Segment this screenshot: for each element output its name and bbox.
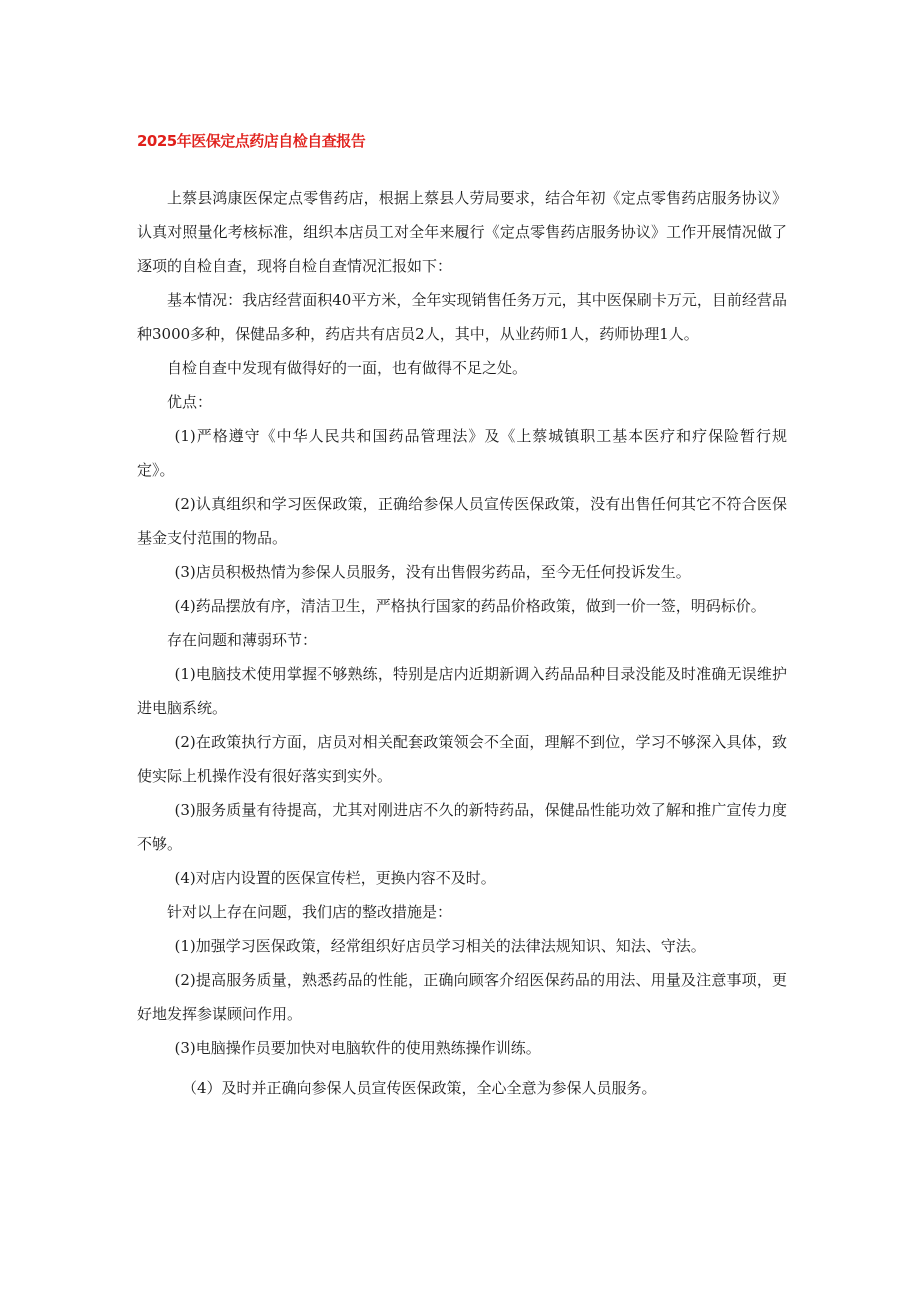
- problem-item-3: (3)服务质量有待提高，尤其对刚进店不久的新特药品，保健品性能功效了解和推广宣传力度不够。: [137, 801, 787, 853]
- document-body: [137, 181, 787, 1105]
- document-title: 2025年医保定点药店自检自查报告: [137, 132, 366, 150]
- problem-item-2: (2)在政策执行方面，店员对相关配套政策领会不全面，理解不到位，学习不够深入具体，致使实际上机操作没有很好落实到实外。: [137, 733, 787, 785]
- strength-item-2: (2)认真组织和学习医保政策，正确给参保人员宣传医保政策，没有出售任何其它不符合医保基金支付范围的物品。: [137, 495, 787, 547]
- measures-heading: 针对以上存在问题，我们店的整改措施是：: [167, 903, 453, 921]
- summary-paragraph: 自检自查中发现有做得好的一面，也有做得不足之处。: [167, 359, 528, 377]
- problems-heading: 存在问题和薄弱环节：: [167, 631, 318, 649]
- basic-info-paragraph: 基本情况：我店经营面积40平方米，全年实现销售任务万元，其中医保刷卡万元，目前经营品种3000多种，保健品多种，药店共有店员2人，其中，从业药师1人，药师协理1人。: [137, 291, 787, 343]
- strength-item-1: (1)严格遵守《中华人民共和国药品管理法》及《上蔡城镇职工基本医疗和疗保险暂行规定》。: [137, 427, 787, 479]
- strength-item-3: (3)店员积极热情为参保人员服务，没有出售假劣药品，至今无任何投诉发生。: [174, 563, 691, 581]
- problem-item-1: (1)电脑技术使用掌握不够熟练，特别是店内近期新调入药品品种目录没能及时准确无误维护进电脑系统。: [137, 665, 787, 717]
- measure-item-4: （4）及时并正确向参保人员宣传医保政策，全心全意为参保人员服务。: [182, 1079, 657, 1097]
- measure-item-2: (2)提高服务质量，熟悉药品的性能，正确向顾客介绍医保药品的用法、用量及注意事项，更好地发挥参谋顾问作用。: [137, 971, 787, 1023]
- measure-item-3: (3)电脑操作员要加快对电脑软件的使用熟练操作训练。: [174, 1039, 541, 1057]
- strength-item-4: (4)药品摆放有序，清洁卫生，严格执行国家的药品价格政策，做到一价一签，明码标价。: [174, 597, 766, 615]
- intro-paragraph: 上蔡县鸿康医保定点零售药店，根据上蔡县人劳局要求，结合年初《定点零售药店服务协议》认真对照量化考核标准，组织本店员工对全年来履行《定点零售药店服务协议》工作开展情况做了逐项的自检自查，现将自检自查情况汇报如下：: [137, 189, 787, 275]
- strengths-heading: 优点：: [167, 393, 213, 411]
- measure-item-1: (1)加强学习医保政策，经常组织好店员学习相关的法律法规知识、知法、守法。: [174, 937, 706, 955]
- problem-item-4: (4)对店内设置的医保宣传栏，更换内容不及时。: [174, 869, 496, 887]
